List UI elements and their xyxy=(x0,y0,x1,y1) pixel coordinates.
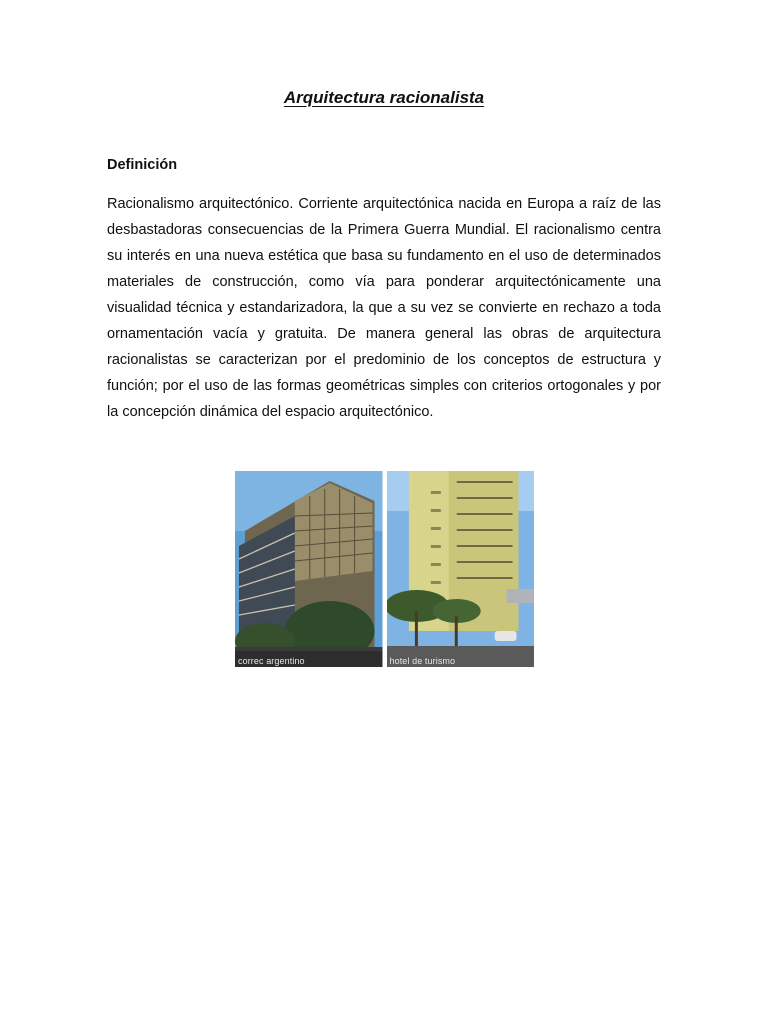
document-title: Arquitectura racionalista xyxy=(283,88,485,107)
photo-caption: hotel de turismo xyxy=(389,656,456,666)
building-photos-figure xyxy=(235,471,534,667)
photo-caption: correc argentino xyxy=(238,656,305,666)
building-photo-right xyxy=(387,471,535,667)
section-heading: Definición xyxy=(107,157,178,173)
photo-correo-argentino xyxy=(235,471,383,667)
body-paragraph: Racionalismo arquitectónico. Corriente arquitectónica nacida en Europa a raíz de las desbastadoras consecuencias de la Primera Guerra Mundial. El racionalismo centra su interés en una nueva estética que basa su fundamento en el uso de determinados materiales de construcción, como vía para ponderar arquitectónicamente una visualidad técnica y estandarizadora, la que a su vez se convierte en rechazo a toda ornamentación vacía y gratuita. De manera general las obras de arquitectura racionalistas se caracterizan por el predominio de los conceptos de estructura y función; por el uso de las formas geométricas simples con criterios ortogonales y por la concepción dinámica del espacio arquitectónico. xyxy=(107,196,661,420)
photo-hotel-de-turismo xyxy=(387,471,535,667)
building-photo-left xyxy=(235,471,383,667)
